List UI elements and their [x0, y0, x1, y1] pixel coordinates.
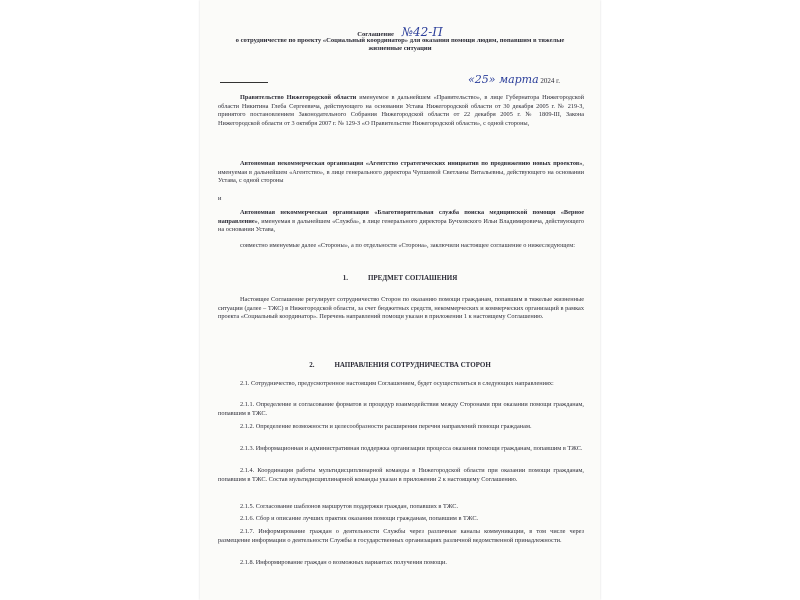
document-date	[468, 73, 560, 86]
clause-2-1-6: 2.1.6. Сбор и описание лучших практик оказания помощи гражданам, попавшим в ТЖС.	[240, 515, 479, 522]
clause-2-1-5: 2.1.5. Согласование шаблонов маршрутов поддержки граждан, попавших в ТЖС.	[240, 503, 459, 510]
section1-title: ПРЕДМЕТ СОГЛАШЕНИЯ	[367, 274, 458, 282]
party-agency	[218, 160, 584, 186]
title-text: Соглашение	[357, 31, 394, 38]
document-subtitle: о сотрудничестве по проекту «Социальный координатор» для оказания помощи людям, попавшим в тяжелые жизненные ситуации	[235, 37, 565, 52]
party-government	[218, 94, 584, 128]
party-agency-name: Автономная некоммерческая организация «Агентство стратегических инициатив по продвижению новых проектов»	[240, 160, 583, 167]
party-service-details: , именуемая в дальнейшем «Служба», в лице генерального директора Бучховского Ильи Владимировича, действующего на основании Устава,	[218, 217, 584, 234]
party-and: и	[218, 195, 222, 202]
party-service-name: Автономная некоммерческая организация «Благотворительная служба поиска медицинской помощи «Верное направление»	[218, 209, 584, 225]
clause-2-1-4: 2.1.4. Координация работы мультидисциплинарной команды в Нижегородской области при оказании помощи гражданам, попавшим в ТЖС. Состав мультидисциплинарной команды указан в приложении 2 к настоящему Соглашению.	[218, 467, 584, 483]
handwritten-number: №42-П	[401, 25, 443, 39]
clause-2-1-8: 2.1.8. Информирование граждан о возможных вариантах получения помощи.	[240, 559, 447, 566]
section2-title: НАПРАВЛЕНИЯ СОТРУДНИЧЕСТВА СТОРОН	[334, 361, 491, 369]
section2-heading	[200, 361, 600, 369]
party-government-name: Правительство Нижегородской области	[240, 94, 357, 101]
date-year: 2024 г.	[540, 77, 561, 85]
handwritten-date: «25» марта	[468, 73, 539, 86]
document-page	[200, 0, 600, 600]
party-service	[218, 209, 584, 235]
section1-heading	[200, 274, 600, 282]
parties-together: совместно именуемые далее «Стороны», а по отдельности «Сторона», заключили настоящее соглашение о нижеследующем:	[240, 242, 575, 249]
clause-2-1: 2.1. Сотрудничество, предусмотренное настоящим Соглашением, будет осуществляться в следующих направлениях:	[240, 380, 554, 387]
section1-text: Настоящее Соглашение регулирует сотрудничество Сторон по оказанию помощи гражданам, попавшим в тяжелые жизненные ситуации (далее – ТЖС) в Нижегородской области, за счет бюджетных средств, некоммерческих и коммерческих организаций в рамках проекта «Социальный координатор». Перечень направлений помощи указан в приложении 1 к настоящему Соглашению.	[218, 296, 584, 321]
section2-number: 2.	[309, 361, 315, 369]
section1-number: 1.	[342, 274, 348, 282]
party-government-details: именуемое в дальнейшем «Правительство», в лице Губернатора Нижегородской области Никитина Глеба Сергеевича, действующего на основании Устава Нижегородской области от 30 декабря 2005 г. № 219-З, принятого постановлением Законодательного Собрания Нижегородской области от 22 декабря 2005 г. № 1809-III, Закона Нижегородской области от 3 октября 2007 г. № 129-З «О Правительстве Нижегородской области», с одной стороны,	[218, 94, 584, 127]
clause-2-1-3: 2.1.3. Информационная и административная поддержка организации процесса оказания помощи гражданам, попавшим в ТЖС.	[240, 445, 583, 452]
clause-2-1-2: 2.1.2. Определение возможности и целесообразности расширения перечня направлений помощи гражданам.	[240, 423, 532, 430]
clause-2-1-7: 2.1.7. Информирование граждан о деятельности Службы через различные каналы коммуникации, в том числе через размещение информации о деятельности Службы в государственных организациях различной ведомственной принадлежности.	[218, 528, 584, 544]
party-agency-details: , именуемая в дальнейшем «Агентство», в лице генерального директора Чупшевой Светланы Витальевны, действующего на основании Устава, с одной стороны	[218, 160, 584, 185]
clause-2-1-1: 2.1.1. Определение и согласование форматов и процедур взаимодействия между Сторонами при оказании помощи гражданам, попавшим в ТЖС.	[218, 401, 584, 417]
place-underline	[220, 82, 268, 83]
